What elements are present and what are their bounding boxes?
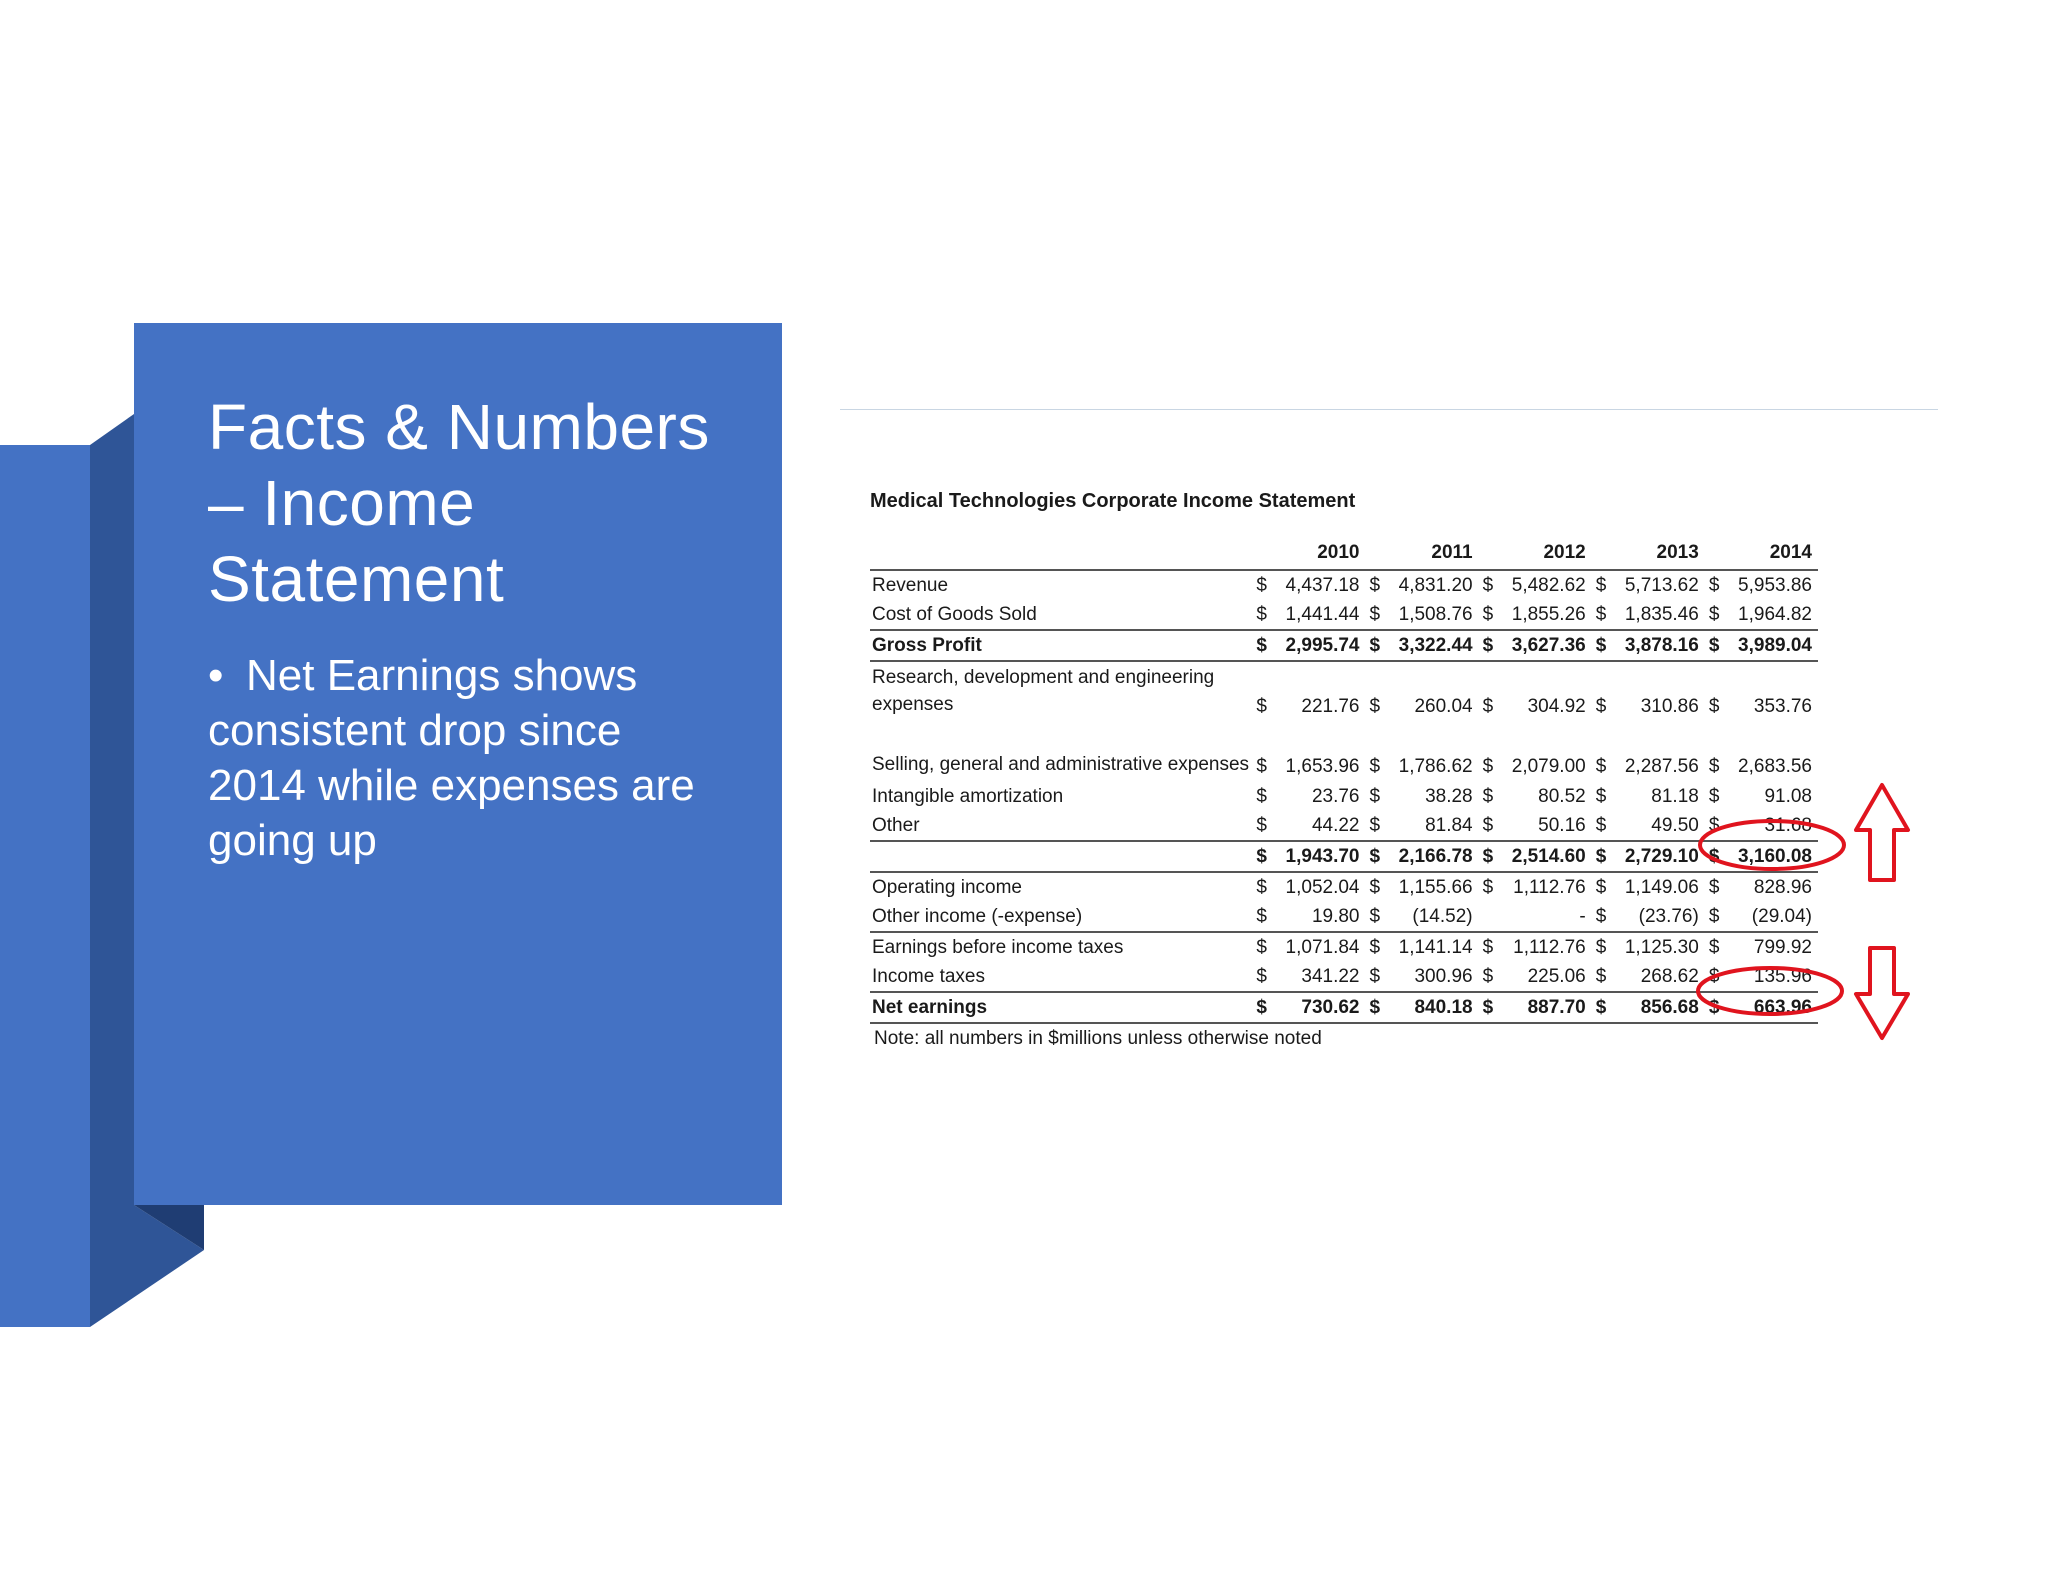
row-label: Selling, general and administrative expenses bbox=[872, 754, 1250, 775]
table-row bbox=[870, 600, 1818, 630]
value-cell: $ 1,125.30 bbox=[1592, 932, 1705, 962]
value-cell: $ 1,786.62 bbox=[1369, 756, 1473, 777]
table-row bbox=[870, 902, 1818, 932]
value-cell: $ 5,713.62 bbox=[1592, 570, 1705, 600]
value-cell: $ 2,995.74 bbox=[1252, 630, 1365, 661]
value-cell: $ 81.84 bbox=[1369, 814, 1473, 836]
title-panel bbox=[134, 323, 782, 1205]
row-label: Income taxes bbox=[872, 965, 985, 987]
value-cell: $ 49.50 bbox=[1595, 814, 1699, 836]
row-label: Cost of Goods Sold bbox=[872, 603, 1037, 625]
header-row bbox=[870, 541, 1818, 570]
statement-title: Medical Technologies Corporate Income Statement bbox=[870, 490, 1356, 512]
value-cell: $ 91.08 bbox=[1708, 785, 1812, 807]
value-cell: $ 1,508.76 bbox=[1369, 603, 1473, 625]
value-cell: $ 2,287.56 bbox=[1595, 756, 1699, 777]
row-label: Other bbox=[872, 814, 920, 836]
value-cell: $ 304.92 bbox=[1482, 696, 1586, 717]
row-label: Earnings before income taxes bbox=[870, 932, 1252, 962]
table-row bbox=[870, 962, 1818, 992]
value-cell: $ 1,112.76 bbox=[1482, 876, 1586, 898]
value-cell: $ 135.96 bbox=[1708, 965, 1812, 987]
value-cell: $ 81.18 bbox=[1595, 785, 1699, 807]
value-cell: $ 887.70 bbox=[1479, 992, 1592, 1023]
row-label: Intangible amortization bbox=[872, 785, 1064, 807]
table-row bbox=[870, 872, 1818, 902]
year-header: 2012 bbox=[1479, 541, 1592, 570]
bullet-dot-icon: • bbox=[208, 651, 224, 700]
value-cell: $ 3,878.16 bbox=[1592, 630, 1705, 661]
value-cell: $ 1,964.82 bbox=[1708, 603, 1812, 625]
value-cell: $ 38.28 bbox=[1369, 785, 1473, 807]
value-cell: $ (29.04) bbox=[1708, 905, 1812, 927]
value-cell: $ 1,441.44 bbox=[1256, 603, 1360, 625]
value-cell: $ (14.52) bbox=[1369, 905, 1473, 927]
value-cell: $ 225.06 bbox=[1482, 965, 1586, 987]
row-label: Revenue bbox=[870, 570, 1252, 600]
row-label: Operating income bbox=[872, 876, 1022, 898]
row-label: Other income (-expense) bbox=[872, 905, 1083, 927]
table-row bbox=[870, 782, 1818, 811]
value-cell: $ 840.18 bbox=[1366, 992, 1479, 1023]
row-label: Gross Profit bbox=[870, 630, 1252, 661]
value-cell: $ 5,953.86 bbox=[1705, 570, 1818, 600]
value-cell: $ 856.68 bbox=[1592, 992, 1705, 1023]
value-cell: $ 341.22 bbox=[1256, 965, 1360, 987]
table-row bbox=[870, 630, 1818, 661]
value-cell: $ 5,482.62 bbox=[1479, 570, 1592, 600]
value-cell: $ 730.62 bbox=[1252, 992, 1365, 1023]
value-cell: $ 80.52 bbox=[1482, 785, 1586, 807]
value-cell: $ 353.76 bbox=[1708, 696, 1812, 717]
value-cell: $ 23.76 bbox=[1256, 785, 1360, 807]
value-cell: $ 260.04 bbox=[1369, 696, 1473, 717]
value-cell: $ 268.62 bbox=[1595, 965, 1699, 987]
value-cell: $ 1,653.96 bbox=[1256, 756, 1360, 777]
value-cell: - bbox=[1579, 905, 1586, 927]
table-row bbox=[870, 992, 1818, 1023]
value-cell: $ 3,322.44 bbox=[1366, 630, 1479, 661]
value-cell: $ 1,855.26 bbox=[1482, 603, 1586, 625]
year-header: 2011 bbox=[1366, 541, 1479, 570]
table-row bbox=[870, 811, 1818, 841]
value-cell: $ 19.80 bbox=[1256, 905, 1360, 927]
table-row bbox=[870, 722, 1818, 782]
year-header: 2013 bbox=[1592, 541, 1705, 570]
value-cell: $ 663.96 bbox=[1705, 992, 1818, 1023]
value-cell: $ 1,141.14 bbox=[1366, 932, 1479, 962]
value-cell: $ 828.96 bbox=[1708, 876, 1812, 898]
table-row bbox=[870, 932, 1818, 962]
value-cell: $ 1,052.04 bbox=[1256, 876, 1360, 898]
income-statement bbox=[870, 486, 1830, 1050]
value-cell: $ 44.22 bbox=[1256, 814, 1360, 836]
value-cell: $ 1,943.70 bbox=[1252, 841, 1365, 872]
value-cell: $ 1,071.84 bbox=[1252, 932, 1365, 962]
value-cell: $ 1,149.06 bbox=[1595, 876, 1699, 898]
value-cell: $ 4,831.20 bbox=[1366, 570, 1479, 600]
year-header: 2010 bbox=[1252, 541, 1365, 570]
value-cell: $ 2,166.78 bbox=[1366, 841, 1479, 872]
value-cell: $ 2,683.56 bbox=[1708, 756, 1812, 777]
value-cell: $ 1,155.66 bbox=[1369, 876, 1473, 898]
value-cell: $ 2,729.10 bbox=[1592, 841, 1705, 872]
divider-line bbox=[840, 409, 1938, 410]
table-row bbox=[870, 570, 1818, 600]
value-cell: $ 2,514.60 bbox=[1479, 841, 1592, 872]
value-cell: $ 3,160.08 bbox=[1705, 841, 1818, 872]
value-cell: $ 1,835.46 bbox=[1595, 603, 1699, 625]
value-cell: $ 50.16 bbox=[1482, 814, 1586, 836]
year-header: 2014 bbox=[1705, 541, 1818, 570]
header-blank bbox=[870, 541, 1252, 570]
value-cell: $ 3,627.36 bbox=[1479, 630, 1592, 661]
table-row bbox=[870, 841, 1818, 872]
value-cell: $ 300.96 bbox=[1369, 965, 1473, 987]
slide-title: Facts & Numbers – Income Statement bbox=[208, 391, 710, 615]
row-label: Research, development and engineering expenses bbox=[872, 667, 1215, 715]
value-cell: $ 31.68 bbox=[1708, 814, 1812, 836]
income-table bbox=[870, 541, 1818, 1024]
value-cell: $ 310.86 bbox=[1595, 696, 1699, 717]
value-cell: $ 799.92 bbox=[1705, 932, 1818, 962]
value-cell: $ 3,989.04 bbox=[1705, 630, 1818, 661]
row-label: Net earnings bbox=[870, 992, 1252, 1023]
bullet-point bbox=[208, 648, 708, 868]
table-row bbox=[870, 661, 1818, 722]
value-cell: $ 2,079.00 bbox=[1482, 756, 1586, 777]
bullet-text: Net Earnings shows consistent drop since 2014 while expenses are going up bbox=[208, 651, 695, 865]
value-cell: $ 4,437.18 bbox=[1252, 570, 1365, 600]
row-label bbox=[870, 841, 1252, 872]
statement-note: Note: all numbers in $millions unless otherwise noted bbox=[874, 1028, 1322, 1049]
value-cell: $ 1,112.76 bbox=[1479, 932, 1592, 962]
value-cell: $ (23.76) bbox=[1595, 905, 1699, 927]
value-cell: $ 221.76 bbox=[1256, 696, 1360, 717]
